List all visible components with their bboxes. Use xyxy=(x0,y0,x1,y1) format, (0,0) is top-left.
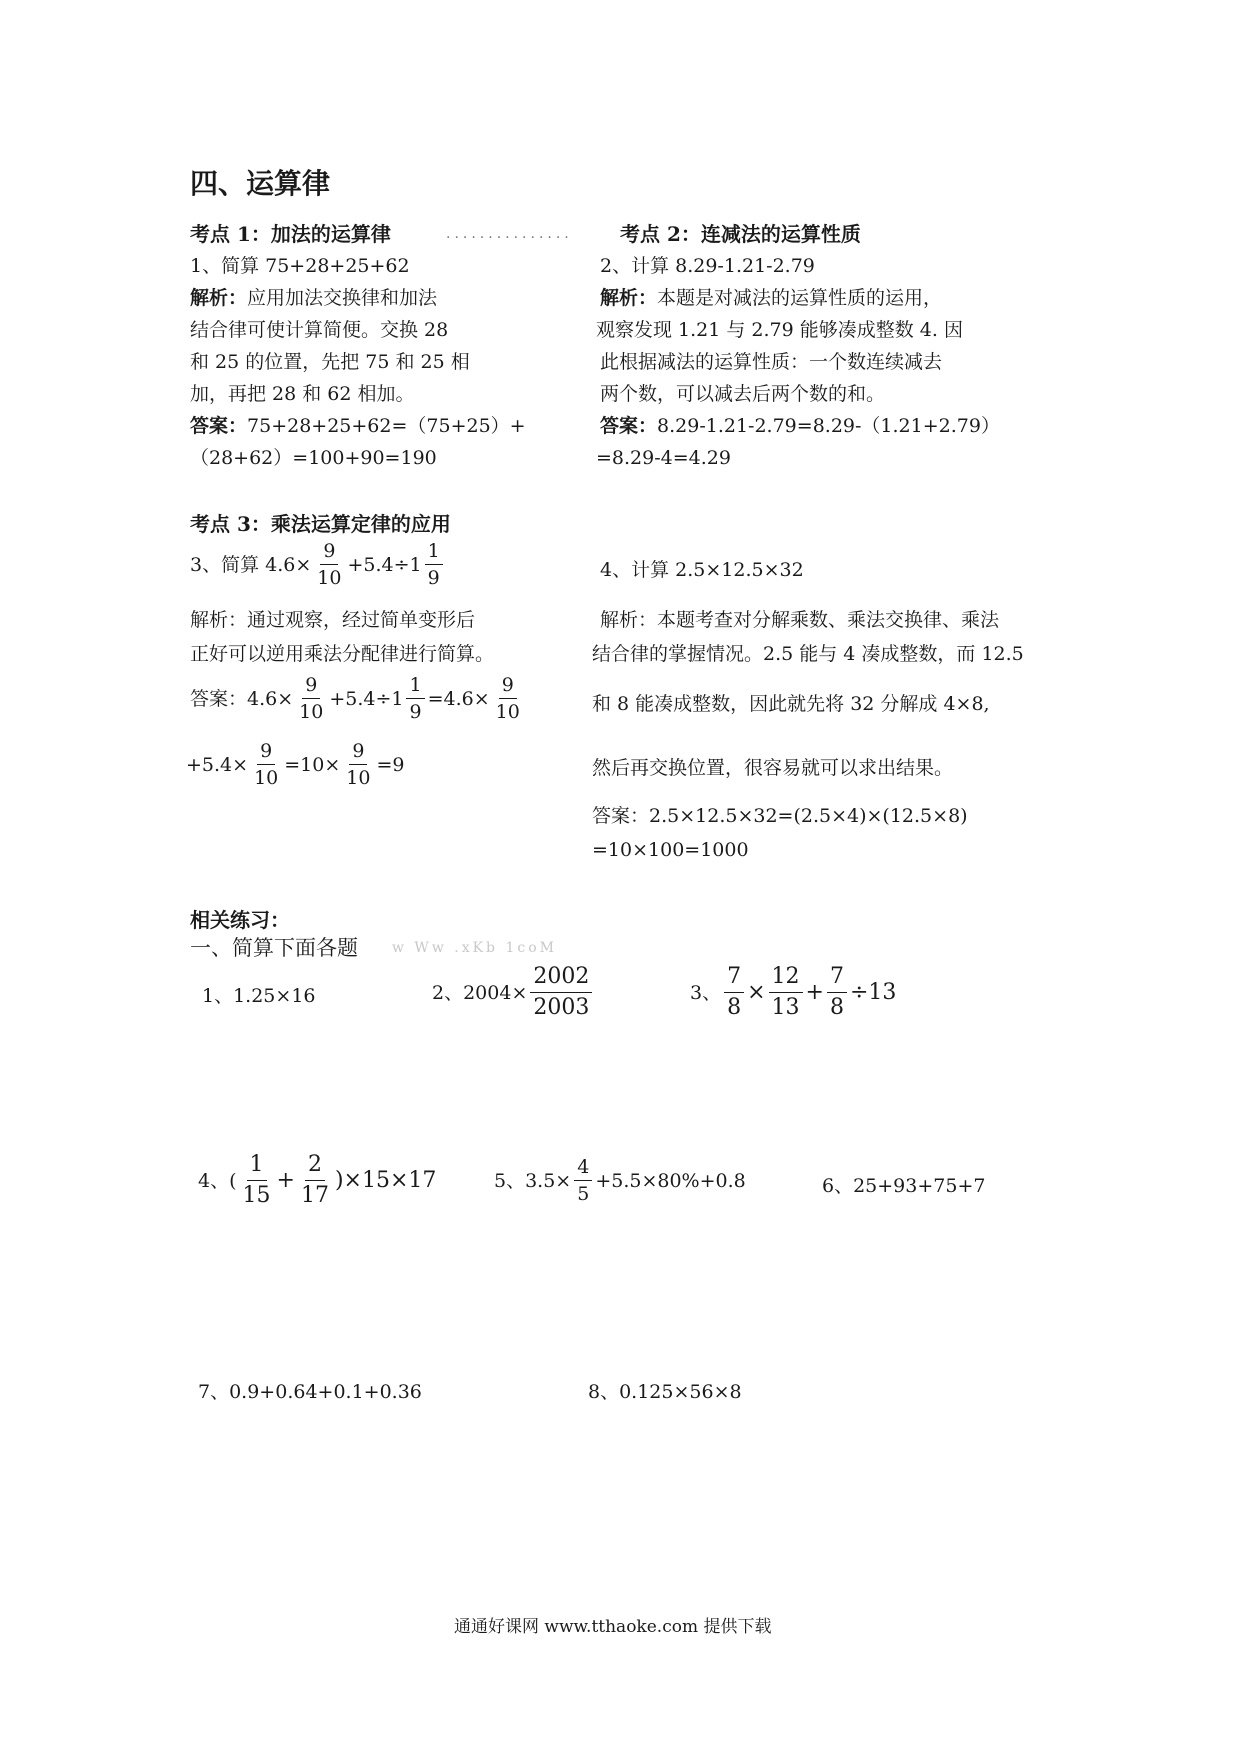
fraction xyxy=(251,738,281,791)
practice-item-5 xyxy=(494,1154,746,1207)
numerator: 2 xyxy=(305,1150,325,1181)
kp3-heading: 考点 3：乘法运算定律的应用 xyxy=(190,512,451,536)
kp1-analysis-text: 和 25 的位置，先把 75 和 25 相 xyxy=(190,351,470,373)
kp3-analysis-4: 解析：本题考查对分解乘数、乘法交换律、乘法 xyxy=(600,609,1000,631)
denominator: 13 xyxy=(771,995,800,1020)
kp3-answer-4: 答案：2.5×12.5×32=(2.5×4)×(12.5×8) xyxy=(592,805,968,827)
numerator: 1 xyxy=(425,538,443,565)
kp3-answer-3-line1 xyxy=(190,672,526,725)
answer-text: =4.6× xyxy=(427,687,490,710)
page-title: 四、运算律 xyxy=(190,167,331,200)
denominator: 17 xyxy=(300,1183,329,1208)
item-text: )×15×17 xyxy=(334,1167,437,1193)
kp2-answer-text: 8.29-1.21-2.79=8.29-（1.21+2.79） xyxy=(657,415,1000,437)
practice-subheading: 一、简算下面各题 xyxy=(190,936,358,960)
kp2-heading: 考点 2：连减法的运算性质 xyxy=(620,222,861,246)
kp1-answer-text: （28+62）=100+90=190 xyxy=(190,447,437,469)
answer-text: 答案：4.6× xyxy=(190,687,294,710)
kp2-analysis-text: 两个数，可以减去后两个数的和。 xyxy=(600,383,886,405)
practice-item-1: 1、1.25×16 xyxy=(202,985,316,1007)
fraction xyxy=(493,672,523,725)
numerator: 7 xyxy=(724,962,744,993)
numerator: 2002 xyxy=(530,962,592,993)
q3-mid: +5.4÷1 xyxy=(347,553,422,576)
kp1-answer-line xyxy=(190,410,526,442)
numerator: 1 xyxy=(406,672,424,699)
kp2-analysis-text: 观察发现 1.21 与 2.79 能够凑成整数 4. 因 xyxy=(596,319,963,341)
numerator: 4 xyxy=(574,1154,592,1181)
fraction xyxy=(530,962,592,1023)
item-text: 3、 xyxy=(690,981,722,1004)
kp2-answer-line xyxy=(600,410,1000,442)
kp3-analysis-4: 结合律的掌握情况。2.5 能与 4 凑成整数，而 12.5 xyxy=(592,643,1024,665)
kp2-answer-text: =8.29-4=4.29 xyxy=(596,447,731,469)
kp1-analysis-text: 结合律可使计算简便。交换 28 xyxy=(190,319,449,341)
kp2-answer-label: 答案： xyxy=(600,415,658,437)
denominator: 15 xyxy=(242,1183,271,1208)
item-text: ÷13 xyxy=(849,979,897,1005)
practice-item-3 xyxy=(690,962,896,1023)
numerator: 9 xyxy=(320,538,338,565)
denominator: 5 xyxy=(577,1183,590,1205)
practice-item-6: 6、25+93+75+7 xyxy=(822,1175,986,1197)
item-text: + xyxy=(805,979,824,1005)
numerator: 7 xyxy=(827,962,847,993)
denominator: 10 xyxy=(495,701,520,723)
denominator: 9 xyxy=(427,567,440,589)
fraction xyxy=(574,1154,592,1207)
item-text: + xyxy=(276,1167,295,1193)
kp2-analysis-line xyxy=(600,282,942,314)
denominator: 9 xyxy=(409,701,422,723)
denominator: 8 xyxy=(727,995,742,1020)
numerator: 9 xyxy=(499,672,517,699)
kp1-question: 1、简算 75+28+25+62 xyxy=(190,255,410,277)
kp2-analysis-text: 本题是对减法的运算性质的运用， xyxy=(657,287,943,309)
fraction xyxy=(406,672,424,725)
item-text: +5.5×80%+0.8 xyxy=(595,1169,746,1192)
fraction xyxy=(425,538,443,591)
answer-text: +5.4÷1 xyxy=(329,687,404,710)
kp1-analysis-text: 加，再把 28 和 62 相加。 xyxy=(190,383,415,405)
fraction xyxy=(298,1150,332,1211)
kp3-question-4: 4、计算 2.5×12.5×32 xyxy=(600,559,804,581)
fraction xyxy=(769,962,803,1023)
watermark: w Ww .xKb 1coM xyxy=(392,940,557,956)
kp1-heading: 考点 1：加法的运算律 xyxy=(190,222,391,246)
item-text: × xyxy=(747,979,766,1005)
fraction xyxy=(343,738,373,791)
denominator: 8 xyxy=(829,995,844,1020)
kp1-answer-text: 75+28+25+62=（75+25）+ xyxy=(247,415,526,437)
kp3-analysis-4: 然后再交换位置，很容易就可以求出结果。 xyxy=(592,757,954,779)
numerator: 9 xyxy=(257,738,275,765)
fraction xyxy=(240,1150,274,1211)
numerator: 12 xyxy=(769,962,803,993)
numerator: 9 xyxy=(349,738,367,765)
kp1-analysis-line xyxy=(190,282,437,314)
kp2-question: 2、计算 8.29-1.21-2.79 xyxy=(600,255,815,277)
kp3-question-3 xyxy=(190,538,446,591)
fraction xyxy=(314,538,344,591)
kp3-analysis-3: 解析：通过观察，经过简单变形后 xyxy=(190,609,476,631)
fraction xyxy=(296,672,326,725)
item-text: 2、2004× xyxy=(432,981,528,1004)
practice-item-8: 8、0.125×56×8 xyxy=(588,1381,742,1403)
practice-item-4 xyxy=(198,1150,436,1211)
kp3-analysis-4: 和 8 能凑成整数，因此就先将 32 分解成 4×8, xyxy=(592,693,990,715)
kp2-analysis-text: 此根据减法的运算性质：一个数连续减去 xyxy=(600,351,943,373)
kp3-analysis-3: 正好可以逆用乘法分配律进行简算。 xyxy=(190,643,495,665)
kp1-answer-label: 答案： xyxy=(190,415,248,437)
answer-text: =9 xyxy=(376,753,405,776)
q3-prefix: 3、简算 4.6× xyxy=(190,553,312,576)
denominator: 10 xyxy=(254,767,279,789)
numerator: 1 xyxy=(247,1150,267,1181)
kp1-analysis-label: 解析： xyxy=(190,287,248,309)
item-text: 4、( xyxy=(198,1169,237,1192)
denominator: 10 xyxy=(346,767,371,789)
fraction xyxy=(724,962,744,1023)
practice-item-7: 7、0.9+0.64+0.1+0.36 xyxy=(198,1381,422,1403)
practice-item-2 xyxy=(432,962,595,1023)
footer-credit: 通通好课网 www.tthaoke.com 提供下载 xyxy=(454,1617,772,1637)
practice-heading: 相关练习： xyxy=(190,908,290,932)
answer-text: +5.4× xyxy=(186,753,249,776)
denominator: 10 xyxy=(299,701,324,723)
answer-text: =10× xyxy=(284,753,341,776)
numerator: 9 xyxy=(302,672,320,699)
denominator: 10 xyxy=(317,567,342,589)
kp2-analysis-label: 解析： xyxy=(600,287,658,309)
kp1-analysis-text: 应用加法交换律和加法 xyxy=(247,287,438,309)
item-text: 5、3.5× xyxy=(494,1169,572,1192)
kp1-dot-leader: ............... xyxy=(446,226,573,242)
fraction xyxy=(827,962,847,1023)
kp3-answer-4: =10×100=1000 xyxy=(592,839,749,861)
denominator: 2003 xyxy=(533,995,590,1020)
kp3-answer-3-line2 xyxy=(186,738,404,791)
